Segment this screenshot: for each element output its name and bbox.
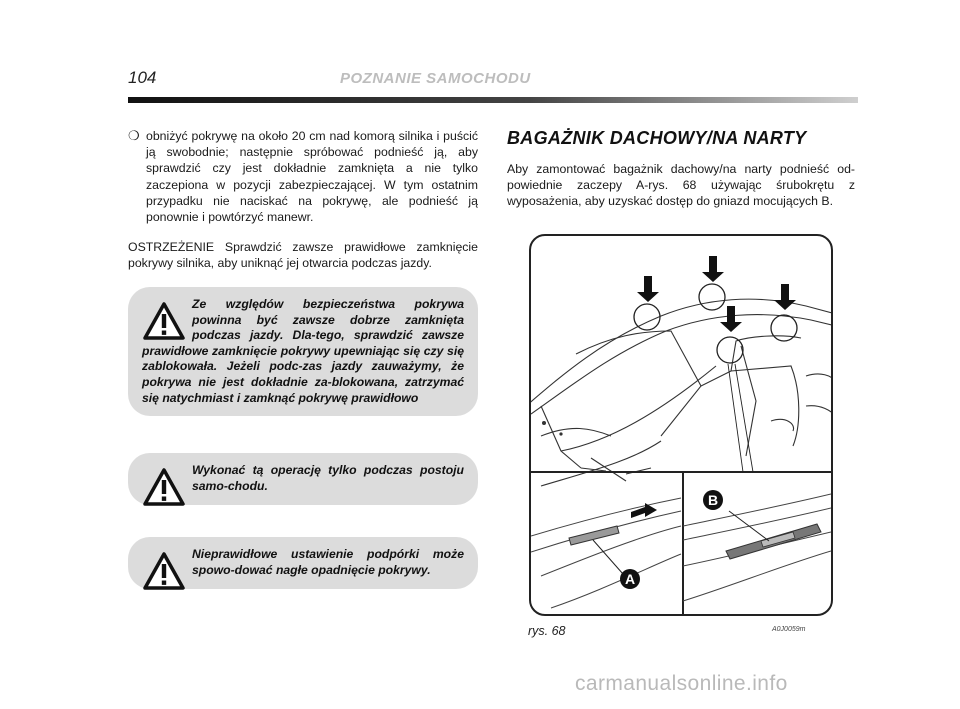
warning-box-1: [128, 287, 478, 416]
right-column: [507, 128, 855, 210]
figure-roof-rack: [529, 234, 833, 616]
bullet-item: [128, 128, 478, 225]
arrow-icon: [631, 503, 657, 518]
warning-triangle-icon: [142, 467, 186, 507]
roof-rack-paragraph: Aby zamontować bagażnik dachowy/na narty podnieść od-powiednie zaczepy A-rys. 68 używając śrubokrętu z wyposażenia, aby uzyskać dostęp do gniazd mocujących B.: [507, 162, 855, 209]
bullet-text: obniżyć pokrywę na około 20 cm nad komorą silnika i puścić ją swobodnie; następnie spróbować podnieść ją, aby sprawdzić czy jest dokładnie zamknięta a nie tylko zaczepiona w pozycji zabezpieczającej. W tym ostatnim przypadku nie naciskać na pokrywę, ale podnieść ją ponownie i powtórzyć manewr.: [146, 129, 478, 225]
header-rule: [128, 97, 858, 103]
warning-text-2: Wykonać tą operację tylko podczas postoju samo-chodu.: [192, 463, 464, 493]
warning-box-2: [128, 453, 478, 505]
warning-box-3: [128, 537, 478, 589]
warning-triangle-icon: [142, 301, 186, 341]
roof-rack-illustration: [531, 236, 831, 614]
warning-triangle-icon: [142, 551, 186, 591]
down-arrow-icons: [637, 256, 796, 332]
section-title: POZNANIE SAMOCHODU: [340, 70, 531, 87]
figure-code: A0J0059m: [772, 626, 806, 633]
roof-rack-heading: BAGAŻNIK DACHOWY/NA NARTY: [507, 128, 807, 148]
page-number: 104: [128, 68, 157, 87]
car-outline: [531, 299, 831, 486]
figure-caption: rys. 68: [528, 624, 566, 638]
warning-text-3: Nieprawidłowe ustawienie podpórki może spowo-dować nagłe opadnięcie pokrywy.: [192, 547, 464, 577]
label-a: A: [624, 571, 636, 587]
warning-paragraph: OSTRZEŻENIE Sprawdzić zawsze prawidłowe zamknięcie pokrywy silnika, aby uniknąć jej otwarcia podczas jazdy.: [128, 240, 478, 271]
label-b: B: [707, 492, 719, 508]
watermark: carmanualsonline.info: [575, 672, 788, 695]
warning-text-1: Ze względów bezpieczeństwa pokrywa powinna być zawsze dobrze zamknięta podczas jazdy. Dla-tego, sprawdzić zawsze prawidłowe zamknięcie pokrywy upewniając się czy się zablokowała. Jeżeli podc-zas jazdy zauważymy, że pokrywa nie jest dokładnie za-blokowana, zatrzymać się natychmiast i zamknąć pokrywę prawidłowo: [142, 297, 464, 405]
left-column: [128, 128, 478, 272]
bullet-circle-icon: ❍: [128, 128, 140, 143]
